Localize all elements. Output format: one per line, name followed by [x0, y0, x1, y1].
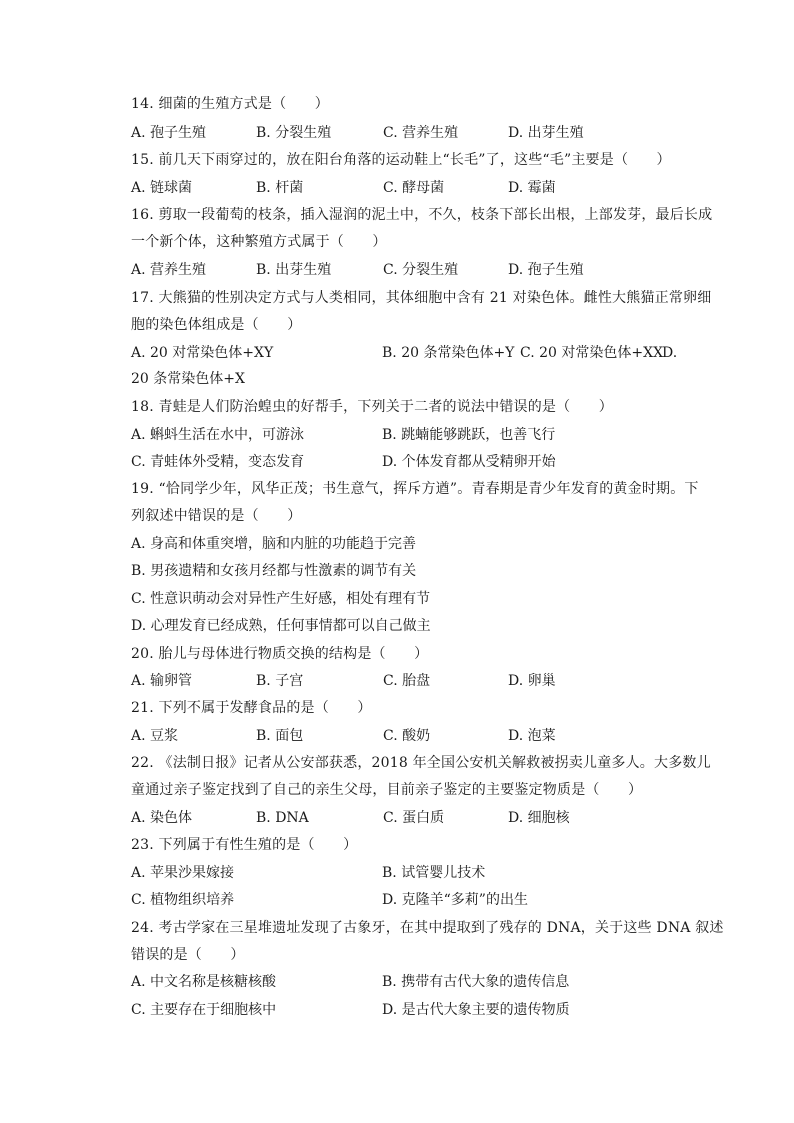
- question-18-option-b: B. 跳蝻能够跳跃，也善飞行: [382, 427, 556, 443]
- question-16-option-a: A. 营养生殖: [131, 262, 207, 278]
- question-23-option-c: C. 植物组织培养: [131, 892, 235, 908]
- question-16-option-c: C. 分裂生殖: [383, 262, 459, 278]
- question-17-option-d-label: D.: [662, 345, 678, 361]
- question-24-stem-line-2: 错误的是（ ）: [131, 947, 245, 963]
- question-20-option-d: D. 卵巢: [508, 673, 556, 689]
- question-14-option-d: D. 出芽生殖: [508, 125, 584, 141]
- question-14-option-b: B. 分裂生殖: [256, 125, 332, 141]
- question-19-stem-line-2: 列叙述中错误的是（ ）: [131, 508, 302, 524]
- question-24-option-b: B. 携带有古代大象的遗传信息: [382, 974, 570, 990]
- question-23-stem: 23. 下列属于有性生殖的是（ ）: [131, 837, 358, 853]
- question-17-option-b: B. 20 条常染色体+Y: [382, 345, 515, 361]
- question-18-stem: 18. 青蛙是人们防治蝗虫的好帮手，下列关于二者的说法中错误的是（ ）: [131, 399, 613, 415]
- question-21-stem: 21. 下列不属于发酵食品的是（ ）: [131, 700, 372, 716]
- question-23-option-a: A. 苹果沙果嫁接: [131, 865, 235, 881]
- question-22-option-b: B. DNA: [256, 810, 309, 826]
- question-24-stem-line-1: 24. 考古学家在三星堆遗址发现了古象牙，在其中提取到了残存的 DNA，关于这些 DNA 叙述: [131, 920, 724, 936]
- question-16-stem-line-2: 一个新个体，这种繁殖方式属于（ ）: [131, 234, 387, 250]
- question-22-stem-line-2: 童通过亲子鉴定找到了自己的亲生父母，目前亲子鉴定的主要鉴定物质是（ ）: [131, 782, 643, 798]
- question-22-option-d: D. 细胞核: [508, 810, 570, 826]
- question-17-stem-line-2: 胞的染色体组成是（ ）: [131, 317, 302, 333]
- question-19-option-a: A. 身高和体重突增，脑和内脏的功能趋于完善: [131, 536, 417, 552]
- question-16-option-d: D. 孢子生殖: [508, 262, 584, 278]
- question-24-option-d: D. 是古代大象主要的遗传物质: [382, 1002, 570, 1018]
- question-23-option-d: D. 克隆羊“多莉”的出生: [382, 892, 528, 908]
- question-17-option-a: A. 20 对常染色体+XY: [131, 345, 274, 361]
- question-23-option-b: B. 试管婴儿技术: [382, 865, 486, 881]
- question-21-option-b: B. 面包: [256, 728, 304, 744]
- question-19-stem-line-1: 19. “恰同学少年，风华正茂；书生意气，挥斥方遒”。青春期是青少年发育的黄金时期。下: [131, 481, 699, 497]
- question-15-option-a: A. 链球菌: [131, 180, 193, 196]
- question-20-stem: 20. 胎儿与母体进行物质交换的结构是（ ）: [131, 646, 429, 662]
- question-20-option-a: A. 输卵管: [131, 673, 193, 689]
- question-15-option-d: D. 霉菌: [508, 180, 556, 196]
- question-24-option-c: C. 主要存在于细胞核中: [131, 1002, 277, 1018]
- question-24-option-a: A. 中文名称是核糖核酸: [131, 974, 277, 990]
- question-19-option-c: C. 性意识萌动会对异性产生好感，相处有理有节: [131, 591, 431, 607]
- question-18-option-c: C. 青蛙体外受精，变态发育: [131, 454, 305, 470]
- question-16-stem-line-1: 16. 剪取一段葡萄的枝条，插入湿润的泥土中，不久，枝条下部长出根，上部发芽，最后长成: [131, 207, 713, 223]
- question-21-option-c: C. 酸奶: [383, 728, 431, 744]
- question-22-stem-line-1: 22. 《法制日报》记者从公安部获悉，2018 年全国公安机关解救被拐卖儿童多人。大多数儿: [131, 755, 711, 771]
- question-18-option-d: D. 个体发育都从受精卵开始: [382, 454, 556, 470]
- question-20-option-b: B. 子宫: [256, 673, 304, 689]
- question-15-option-c: C. 酵母菌: [383, 180, 445, 196]
- question-15-option-b: B. 杆菌: [256, 180, 304, 196]
- question-19-option-d: D. 心理发育已经成熟，任何事情都可以自己做主: [131, 618, 431, 634]
- question-16-option-b: B. 出芽生殖: [256, 262, 332, 278]
- question-14-option-c: C. 营养生殖: [383, 125, 459, 141]
- question-22-option-c: C. 蛋白质: [383, 810, 445, 826]
- question-19-option-b: B. 男孩遗精和女孩月经都与性激素的调节有关: [131, 563, 417, 579]
- question-20-option-c: C. 胎盘: [383, 673, 431, 689]
- question-17-stem-line-1: 17. 大熊猫的性别决定方式与人类相同，其体细胞中含有 21 对染色体。雌性大熊猫正常卵细: [131, 290, 712, 306]
- question-22-option-a: A. 染色体: [131, 810, 193, 826]
- question-21-option-a: A. 豆浆: [131, 728, 179, 744]
- question-14-option-a: A. 孢子生殖: [131, 125, 207, 141]
- question-18-option-a: A. 蝌蚪生活在水中，可游泳: [131, 427, 305, 443]
- question-14-stem: 14. 细菌的生殖方式是（ ）: [131, 96, 329, 112]
- question-21-option-d: D. 泡菜: [508, 728, 556, 744]
- question-15-stem: 15. 前几天下雨穿过的，放在阳台角落的运动鞋上“长毛”了，这些“毛”主要是（ ）: [131, 152, 671, 168]
- question-17-option-d: 20 条常染色体+X: [131, 371, 245, 387]
- question-17-option-c: C. 20 对常染色体+XX: [520, 345, 664, 361]
